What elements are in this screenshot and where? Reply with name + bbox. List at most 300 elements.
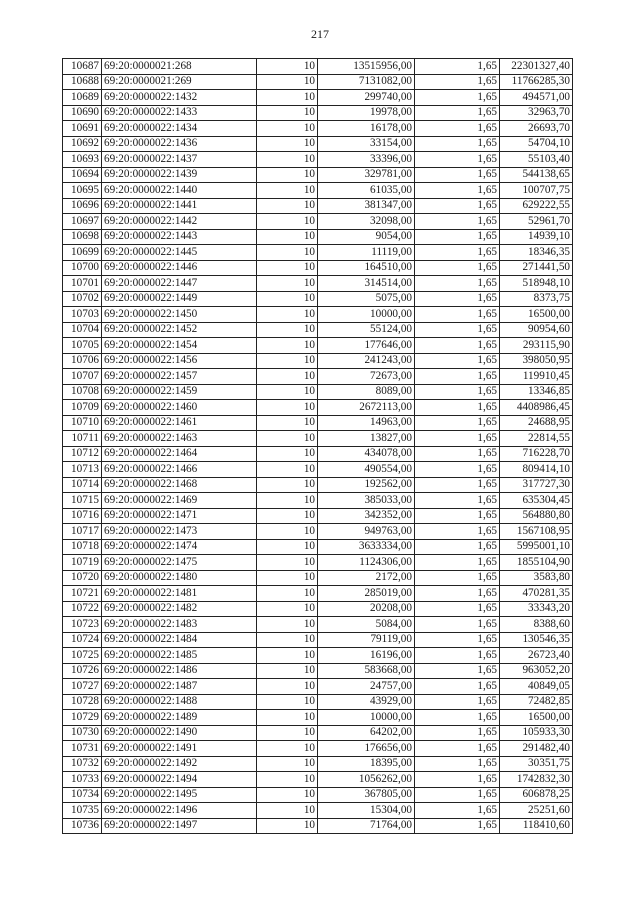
row-number-cell: 10691 — [63, 121, 102, 137]
area-cell: 7131082,00 — [318, 74, 415, 90]
row-number-cell: 10716 — [63, 508, 102, 524]
cadastral-number-cell: 69:20:0000022:1497 — [102, 818, 257, 834]
coefficient-cell: 1,65 — [415, 198, 500, 214]
row-number-cell: 10706 — [63, 353, 102, 369]
area-cell: 10000,00 — [318, 710, 415, 726]
table-row — [63, 772, 573, 788]
rate-cell: 10 — [257, 648, 318, 664]
row-number-cell: 10688 — [63, 74, 102, 90]
rate-cell: 10 — [257, 617, 318, 633]
row-number-cell: 10707 — [63, 369, 102, 385]
table-row — [63, 818, 573, 834]
value-cell: 518948,10 — [500, 276, 573, 292]
cadastral-number-cell: 69:20:0000022:1489 — [102, 710, 257, 726]
cadastral-number-cell: 69:20:0000022:1441 — [102, 198, 257, 214]
rate-cell: 10 — [257, 183, 318, 199]
value-cell: 8373,75 — [500, 291, 573, 307]
table-row — [63, 260, 573, 276]
row-number-cell: 10728 — [63, 694, 102, 710]
coefficient-cell: 1,65 — [415, 725, 500, 741]
area-cell: 381347,00 — [318, 198, 415, 214]
value-cell: 635304,45 — [500, 493, 573, 509]
row-number-cell: 10687 — [63, 59, 102, 75]
value-cell: 16500,00 — [500, 307, 573, 323]
area-cell: 285019,00 — [318, 586, 415, 602]
cadastral-number-cell: 69:20:0000022:1445 — [102, 245, 257, 261]
table-row — [63, 446, 573, 462]
cadastral-number-cell: 69:20:0000022:1484 — [102, 632, 257, 648]
row-number-cell: 10727 — [63, 679, 102, 695]
row-number-cell: 10722 — [63, 601, 102, 617]
row-number-cell: 10724 — [63, 632, 102, 648]
value-cell: 33343,20 — [500, 601, 573, 617]
rate-cell: 10 — [257, 818, 318, 834]
table-row — [63, 710, 573, 726]
table-row — [63, 105, 573, 121]
cadastral-number-cell: 69:20:0000022:1463 — [102, 431, 257, 447]
coefficient-cell: 1,65 — [415, 229, 500, 245]
area-cell: 314514,00 — [318, 276, 415, 292]
table-row — [63, 136, 573, 152]
rate-cell: 10 — [257, 586, 318, 602]
rate-cell: 10 — [257, 400, 318, 416]
cadastral-number-cell: 69:20:0000022:1459 — [102, 384, 257, 400]
cadastral-number-cell: 69:20:0000022:1485 — [102, 648, 257, 664]
cadastral-number-cell: 69:20:0000022:1433 — [102, 105, 257, 121]
row-number-cell: 10694 — [63, 167, 102, 183]
area-cell: 24757,00 — [318, 679, 415, 695]
table-row — [63, 384, 573, 400]
coefficient-cell: 1,65 — [415, 741, 500, 757]
value-cell: 22301327,40 — [500, 59, 573, 75]
coefficient-cell: 1,65 — [415, 431, 500, 447]
area-cell: 64202,00 — [318, 725, 415, 741]
area-cell: 2672113,00 — [318, 400, 415, 416]
table-row — [63, 214, 573, 230]
row-number-cell: 10695 — [63, 183, 102, 199]
cadastral-number-cell: 69:20:0000022:1496 — [102, 803, 257, 819]
value-cell: 470281,35 — [500, 586, 573, 602]
rate-cell: 10 — [257, 508, 318, 524]
value-cell: 24688,95 — [500, 415, 573, 431]
coefficient-cell: 1,65 — [415, 586, 500, 602]
table-row — [63, 725, 573, 741]
value-cell: 398050,95 — [500, 353, 573, 369]
row-number-cell: 10711 — [63, 431, 102, 447]
value-cell: 40849,05 — [500, 679, 573, 695]
value-cell: 5995001,10 — [500, 539, 573, 555]
value-cell: 52961,70 — [500, 214, 573, 230]
table-row — [63, 291, 573, 307]
coefficient-cell: 1,65 — [415, 74, 500, 90]
rate-cell: 10 — [257, 524, 318, 540]
value-cell: 90954,60 — [500, 322, 573, 338]
row-number-cell: 10719 — [63, 555, 102, 571]
cadastral-number-cell: 69:20:0000021:269 — [102, 74, 257, 90]
area-cell: 2172,00 — [318, 570, 415, 586]
table-row — [63, 353, 573, 369]
cadastral-number-cell: 69:20:0000022:1460 — [102, 400, 257, 416]
area-cell: 1056262,00 — [318, 772, 415, 788]
value-cell: 1742832,30 — [500, 772, 573, 788]
value-cell: 16500,00 — [500, 710, 573, 726]
rate-cell: 10 — [257, 353, 318, 369]
table-row — [63, 756, 573, 772]
coefficient-cell: 1,65 — [415, 338, 500, 354]
coefficient-cell: 1,65 — [415, 322, 500, 338]
cadastral-number-cell: 69:20:0000022:1474 — [102, 539, 257, 555]
area-cell: 15304,00 — [318, 803, 415, 819]
cadastral-number-cell: 69:20:0000022:1481 — [102, 586, 257, 602]
coefficient-cell: 1,65 — [415, 617, 500, 633]
coefficient-cell: 1,65 — [415, 632, 500, 648]
rate-cell: 10 — [257, 663, 318, 679]
coefficient-cell: 1,65 — [415, 679, 500, 695]
rate-cell: 10 — [257, 570, 318, 586]
area-cell: 72673,00 — [318, 369, 415, 385]
value-cell: 544138,65 — [500, 167, 573, 183]
area-cell: 13515956,00 — [318, 59, 415, 75]
table-row — [63, 493, 573, 509]
rate-cell: 10 — [257, 59, 318, 75]
cadastral-number-cell: 69:20:0000022:1494 — [102, 772, 257, 788]
rate-cell: 10 — [257, 214, 318, 230]
coefficient-cell: 1,65 — [415, 710, 500, 726]
value-cell: 32963,70 — [500, 105, 573, 121]
row-number-cell: 10700 — [63, 260, 102, 276]
row-number-cell: 10704 — [63, 322, 102, 338]
coefficient-cell: 1,65 — [415, 152, 500, 168]
cadastral-number-cell: 69:20:0000022:1439 — [102, 167, 257, 183]
rate-cell: 10 — [257, 384, 318, 400]
value-cell: 606878,25 — [500, 787, 573, 803]
coefficient-cell: 1,65 — [415, 245, 500, 261]
value-cell: 3583,80 — [500, 570, 573, 586]
coefficient-cell: 1,65 — [415, 276, 500, 292]
area-cell: 5084,00 — [318, 617, 415, 633]
table-row — [63, 803, 573, 819]
table-row — [63, 477, 573, 493]
table-body — [63, 59, 573, 834]
rate-cell: 10 — [257, 772, 318, 788]
area-cell: 11119,00 — [318, 245, 415, 261]
coefficient-cell: 1,65 — [415, 307, 500, 323]
area-cell: 16178,00 — [318, 121, 415, 137]
row-number-cell: 10696 — [63, 198, 102, 214]
rate-cell: 10 — [257, 787, 318, 803]
value-cell: 72482,85 — [500, 694, 573, 710]
row-number-cell: 10712 — [63, 446, 102, 462]
coefficient-cell: 1,65 — [415, 694, 500, 710]
area-cell: 176656,00 — [318, 741, 415, 757]
row-number-cell: 10717 — [63, 524, 102, 540]
table-row — [63, 152, 573, 168]
value-cell: 25251,60 — [500, 803, 573, 819]
cadastral-number-cell: 69:20:0000022:1487 — [102, 679, 257, 695]
table-row — [63, 679, 573, 695]
rate-cell: 10 — [257, 601, 318, 617]
cadastral-number-cell: 69:20:0000022:1457 — [102, 369, 257, 385]
table-row — [63, 632, 573, 648]
area-cell: 241243,00 — [318, 353, 415, 369]
coefficient-cell: 1,65 — [415, 214, 500, 230]
coefficient-cell: 1,65 — [415, 353, 500, 369]
coefficient-cell: 1,65 — [415, 772, 500, 788]
value-cell: 317727,30 — [500, 477, 573, 493]
table-row — [63, 508, 573, 524]
row-number-cell: 10699 — [63, 245, 102, 261]
cadastral-number-cell: 69:20:0000022:1469 — [102, 493, 257, 509]
area-cell: 55124,00 — [318, 322, 415, 338]
cadastral-number-cell: 69:20:0000022:1437 — [102, 152, 257, 168]
coefficient-cell: 1,65 — [415, 121, 500, 137]
coefficient-cell: 1,65 — [415, 400, 500, 416]
cadastral-number-cell: 69:20:0000022:1483 — [102, 617, 257, 633]
rate-cell: 10 — [257, 152, 318, 168]
value-cell: 14939,10 — [500, 229, 573, 245]
coefficient-cell: 1,65 — [415, 446, 500, 462]
area-cell: 13827,00 — [318, 431, 415, 447]
row-number-cell: 10689 — [63, 90, 102, 106]
table-row — [63, 59, 573, 75]
area-cell: 192562,00 — [318, 477, 415, 493]
table-row — [63, 555, 573, 571]
area-cell: 19978,00 — [318, 105, 415, 121]
value-cell: 105933,30 — [500, 725, 573, 741]
area-cell: 329781,00 — [318, 167, 415, 183]
rate-cell: 10 — [257, 555, 318, 571]
coefficient-cell: 1,65 — [415, 167, 500, 183]
rate-cell: 10 — [257, 462, 318, 478]
area-cell: 9054,00 — [318, 229, 415, 245]
coefficient-cell: 1,65 — [415, 291, 500, 307]
value-cell: 809414,10 — [500, 462, 573, 478]
row-number-cell: 10736 — [63, 818, 102, 834]
area-cell: 33396,00 — [318, 152, 415, 168]
table-row — [63, 400, 573, 416]
value-cell: 963052,20 — [500, 663, 573, 679]
cadastral-number-cell: 69:20:0000022:1440 — [102, 183, 257, 199]
value-cell: 629222,55 — [500, 198, 573, 214]
row-number-cell: 10715 — [63, 493, 102, 509]
area-cell: 342352,00 — [318, 508, 415, 524]
coefficient-cell: 1,65 — [415, 477, 500, 493]
area-cell: 14963,00 — [318, 415, 415, 431]
value-cell: 130546,35 — [500, 632, 573, 648]
cadastral-number-cell: 69:20:0000022:1443 — [102, 229, 257, 245]
row-number-cell: 10709 — [63, 400, 102, 416]
area-cell: 33154,00 — [318, 136, 415, 152]
coefficient-cell: 1,65 — [415, 601, 500, 617]
table-row — [63, 431, 573, 447]
row-number-cell: 10735 — [63, 803, 102, 819]
area-cell: 1124306,00 — [318, 555, 415, 571]
area-cell: 16196,00 — [318, 648, 415, 664]
table-row — [63, 415, 573, 431]
rate-cell: 10 — [257, 493, 318, 509]
value-cell: 1855104,90 — [500, 555, 573, 571]
value-cell: 11766285,30 — [500, 74, 573, 90]
area-cell: 385033,00 — [318, 493, 415, 509]
cadastral-number-cell: 69:20:0000022:1464 — [102, 446, 257, 462]
rate-cell: 10 — [257, 167, 318, 183]
table-row — [63, 90, 573, 106]
rate-cell: 10 — [257, 679, 318, 695]
cadastral-number-cell: 69:20:0000022:1466 — [102, 462, 257, 478]
rate-cell: 10 — [257, 121, 318, 137]
cadastral-number-cell: 69:20:0000022:1468 — [102, 477, 257, 493]
cadastral-number-cell: 69:20:0000022:1452 — [102, 322, 257, 338]
row-number-cell: 10714 — [63, 477, 102, 493]
row-number-cell: 10733 — [63, 772, 102, 788]
value-cell: 1567108,95 — [500, 524, 573, 540]
table-row — [63, 570, 573, 586]
rate-cell: 10 — [257, 741, 318, 757]
cadastral-number-cell: 69:20:0000022:1436 — [102, 136, 257, 152]
cadastral-number-cell: 69:20:0000022:1432 — [102, 90, 257, 106]
coefficient-cell: 1,65 — [415, 524, 500, 540]
row-number-cell: 10697 — [63, 214, 102, 230]
row-number-cell: 10726 — [63, 663, 102, 679]
coefficient-cell: 1,65 — [415, 105, 500, 121]
row-number-cell: 10723 — [63, 617, 102, 633]
cadastral-number-cell: 69:20:0000022:1449 — [102, 291, 257, 307]
row-number-cell: 10692 — [63, 136, 102, 152]
area-cell: 79119,00 — [318, 632, 415, 648]
cadastral-number-cell: 69:20:0000021:268 — [102, 59, 257, 75]
coefficient-cell: 1,65 — [415, 663, 500, 679]
area-cell: 20208,00 — [318, 601, 415, 617]
area-cell: 949763,00 — [318, 524, 415, 540]
rate-cell: 10 — [257, 90, 318, 106]
row-number-cell: 10713 — [63, 462, 102, 478]
rate-cell: 10 — [257, 369, 318, 385]
row-number-cell: 10705 — [63, 338, 102, 354]
area-cell: 3633334,00 — [318, 539, 415, 555]
coefficient-cell: 1,65 — [415, 493, 500, 509]
value-cell: 291482,40 — [500, 741, 573, 757]
cadastral-number-cell: 69:20:0000022:1492 — [102, 756, 257, 772]
rate-cell: 10 — [257, 415, 318, 431]
value-cell: 26723,40 — [500, 648, 573, 664]
cadastral-number-cell: 69:20:0000022:1482 — [102, 601, 257, 617]
row-number-cell: 10731 — [63, 741, 102, 757]
rate-cell: 10 — [257, 245, 318, 261]
area-cell: 164510,00 — [318, 260, 415, 276]
rate-cell: 10 — [257, 307, 318, 323]
cadastral-number-cell: 69:20:0000022:1434 — [102, 121, 257, 137]
value-cell: 494571,00 — [500, 90, 573, 106]
table-row — [63, 229, 573, 245]
coefficient-cell: 1,65 — [415, 260, 500, 276]
table-row — [63, 694, 573, 710]
row-number-cell: 10701 — [63, 276, 102, 292]
table-row — [63, 586, 573, 602]
row-number-cell: 10693 — [63, 152, 102, 168]
table-row — [63, 74, 573, 90]
page-number: 217 — [311, 27, 329, 41]
cadastral-number-cell: 69:20:0000022:1442 — [102, 214, 257, 230]
rate-cell: 10 — [257, 694, 318, 710]
table-row — [63, 307, 573, 323]
area-cell: 367805,00 — [318, 787, 415, 803]
coefficient-cell: 1,65 — [415, 415, 500, 431]
value-cell: 118410,60 — [500, 818, 573, 834]
row-number-cell: 10720 — [63, 570, 102, 586]
row-number-cell: 10710 — [63, 415, 102, 431]
coefficient-cell: 1,65 — [415, 90, 500, 106]
coefficient-cell: 1,65 — [415, 555, 500, 571]
land-registry-table — [62, 58, 573, 834]
rate-cell: 10 — [257, 74, 318, 90]
rate-cell: 10 — [257, 198, 318, 214]
coefficient-cell: 1,65 — [415, 539, 500, 555]
area-cell: 43929,00 — [318, 694, 415, 710]
coefficient-cell: 1,65 — [415, 803, 500, 819]
row-number-cell: 10729 — [63, 710, 102, 726]
coefficient-cell: 1,65 — [415, 59, 500, 75]
row-number-cell: 10698 — [63, 229, 102, 245]
rate-cell: 10 — [257, 276, 318, 292]
row-number-cell: 10708 — [63, 384, 102, 400]
rate-cell: 10 — [257, 260, 318, 276]
row-number-cell: 10732 — [63, 756, 102, 772]
table-row — [63, 183, 573, 199]
cadastral-number-cell: 69:20:0000022:1490 — [102, 725, 257, 741]
value-cell: 22814,55 — [500, 431, 573, 447]
value-cell: 716228,70 — [500, 446, 573, 462]
table-row — [63, 462, 573, 478]
value-cell: 30351,75 — [500, 756, 573, 772]
rate-cell: 10 — [257, 539, 318, 555]
cadastral-number-cell: 69:20:0000022:1488 — [102, 694, 257, 710]
value-cell: 26693,70 — [500, 121, 573, 137]
rate-cell: 10 — [257, 477, 318, 493]
value-cell: 8388,60 — [500, 617, 573, 633]
rate-cell: 10 — [257, 322, 318, 338]
rate-cell: 10 — [257, 446, 318, 462]
value-cell: 55103,40 — [500, 152, 573, 168]
cadastral-number-cell: 69:20:0000022:1473 — [102, 524, 257, 540]
cadastral-number-cell: 69:20:0000022:1475 — [102, 555, 257, 571]
area-cell: 32098,00 — [318, 214, 415, 230]
table-row — [63, 245, 573, 261]
table-row — [63, 601, 573, 617]
rate-cell: 10 — [257, 803, 318, 819]
table-row — [63, 539, 573, 555]
value-cell: 119910,45 — [500, 369, 573, 385]
rate-cell: 10 — [257, 229, 318, 245]
value-cell: 18346,35 — [500, 245, 573, 261]
table-row — [63, 338, 573, 354]
area-cell: 490554,00 — [318, 462, 415, 478]
area-cell: 61035,00 — [318, 183, 415, 199]
row-number-cell: 10725 — [63, 648, 102, 664]
rate-cell: 10 — [257, 632, 318, 648]
table-row — [63, 167, 573, 183]
coefficient-cell: 1,65 — [415, 787, 500, 803]
cadastral-number-cell: 69:20:0000022:1480 — [102, 570, 257, 586]
area-cell: 434078,00 — [318, 446, 415, 462]
table-row — [63, 663, 573, 679]
area-cell: 10000,00 — [318, 307, 415, 323]
row-number-cell: 10702 — [63, 291, 102, 307]
cadastral-number-cell: 69:20:0000022:1454 — [102, 338, 257, 354]
value-cell: 100707,75 — [500, 183, 573, 199]
value-cell: 293115,90 — [500, 338, 573, 354]
table-row — [63, 648, 573, 664]
value-cell: 13346,85 — [500, 384, 573, 400]
